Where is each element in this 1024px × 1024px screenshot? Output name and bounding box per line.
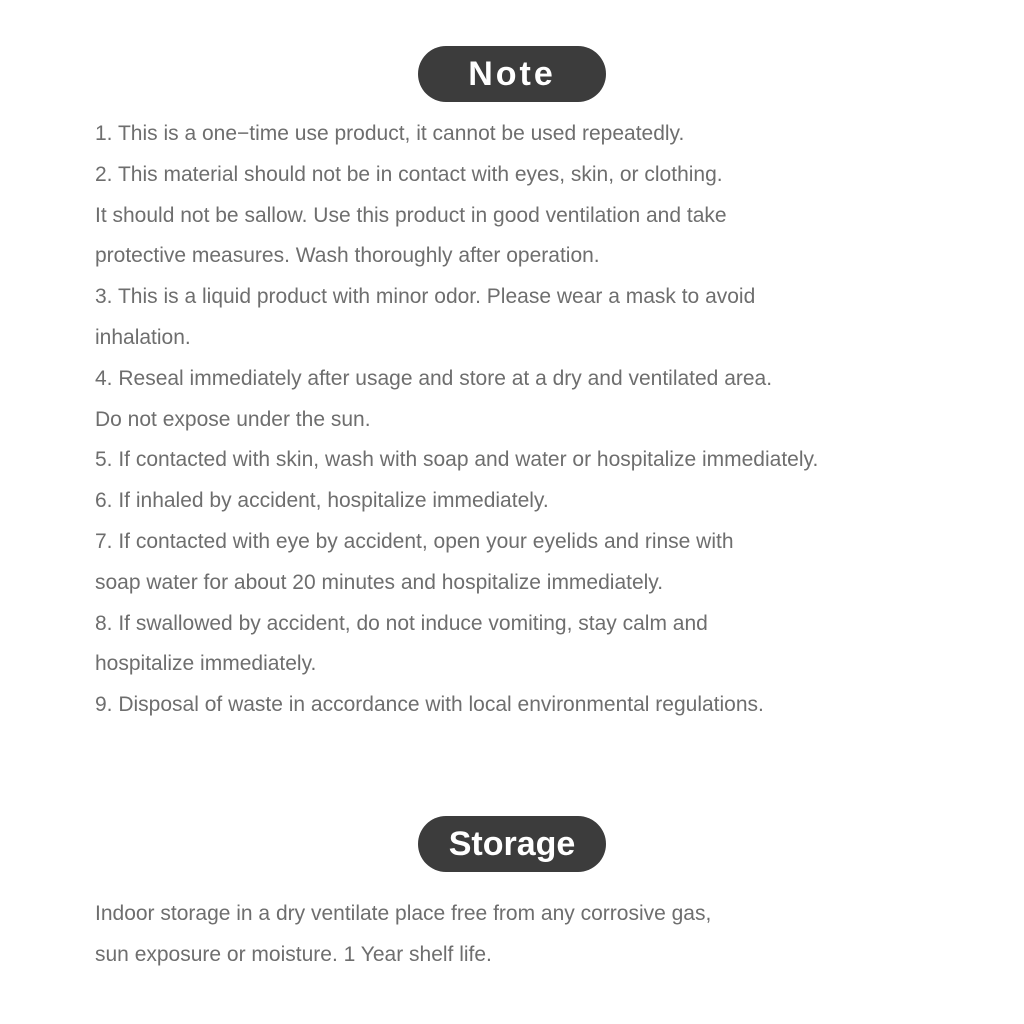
note-line: hospitalize immediately. <box>95 652 317 676</box>
storage-heading-badge <box>418 816 606 872</box>
note-heading-badge <box>418 46 606 102</box>
note-line: 6. If inhaled by accident, hospitalize immediately. <box>95 489 549 513</box>
storage-line: Indoor storage in a dry ventilate place free from any corrosive gas, <box>95 902 712 925</box>
note-line: 3. This is a liquid product with minor odor. Please wear a mask to avoid <box>95 285 756 309</box>
storage-section <box>95 894 975 976</box>
note-line: soap water for about 20 minutes and hospitalize immediately. <box>95 570 664 594</box>
note-section <box>95 114 975 726</box>
storage-heading: Storage <box>448 824 576 863</box>
note-heading: Note <box>468 54 556 93</box>
note-line: It should not be sallow. Use this product in good ventilation and take <box>95 203 727 227</box>
storage-line: sun exposure or moisture. 1 Year shelf life. <box>95 942 492 966</box>
note-line: 7. If contacted with eye by accident, open your eyelids and rinse with <box>95 529 734 553</box>
note-line: 8. If swallowed by accident, do not induce vomiting, stay calm and <box>95 611 708 635</box>
note-line: protective measures. Wash thoroughly after operation. <box>95 244 600 268</box>
note-line: 4. Reseal immediately after usage and store at a dry and ventilated area. <box>95 366 773 390</box>
note-line: 9. Disposal of waste in accordance with local environmental regulations. <box>95 693 764 717</box>
note-line: 2. This material should not be in contact with eyes, skin, or clothing. <box>95 162 723 186</box>
note-line: Do not expose under the sun. <box>95 407 371 431</box>
note-line: 5. If contacted with skin, wash with soap and water or hospitalize immediately. <box>95 448 819 472</box>
note-line: inhalation. <box>95 325 191 349</box>
note-line: 1. This is a one−time use product, it cannot be used repeatedly. <box>95 122 685 145</box>
